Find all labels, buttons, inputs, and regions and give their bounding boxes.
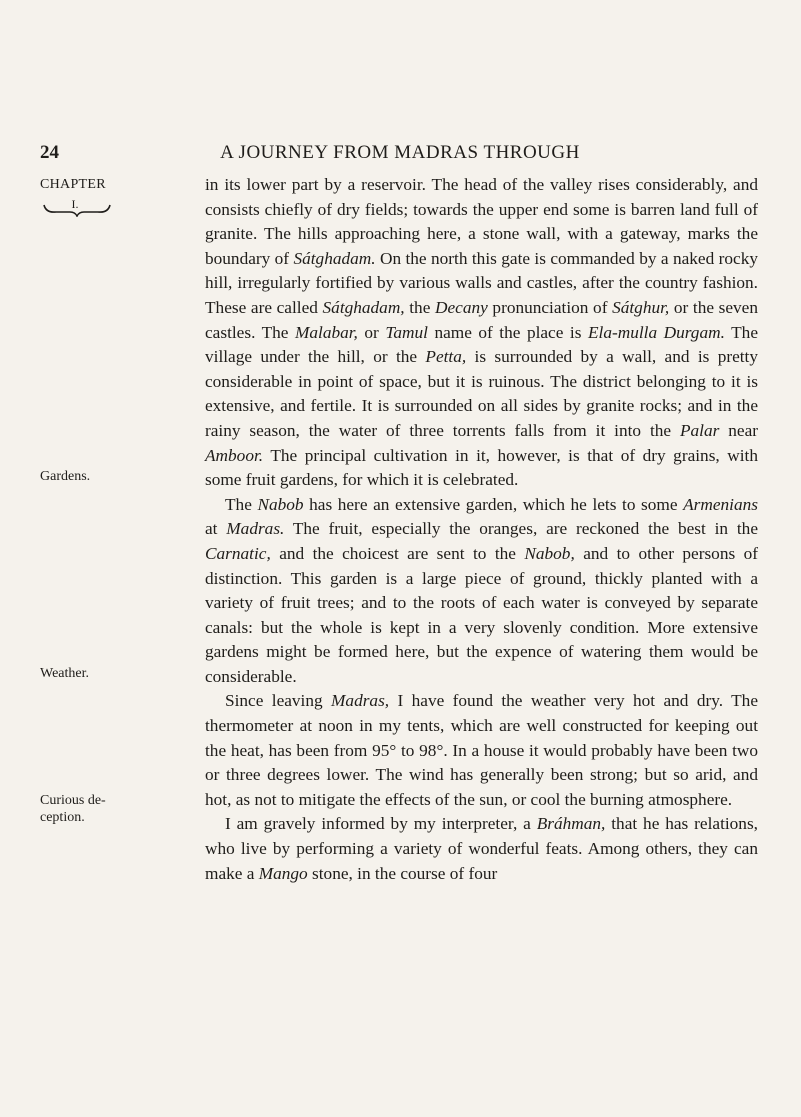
paragraph-curious-deception <box>205 812 758 886</box>
text-run: On the north this gate is commanded by a naked rocky hill, irregularly fortified by various walls and castles, after the country fashion. These are called <box>205 248 758 317</box>
chapter-number: I. <box>71 197 79 211</box>
text-run: in its lower part by a reservoir. The head of the valley rises considerably, and consists chiefly of dry fields; towards the upper end some is barren land full of granite. The hills approaching here, a stone wall, with a gateway, marks the boundary of <box>205 175 758 268</box>
text-run: the <box>404 297 436 317</box>
margin-note-line: ception. <box>40 810 85 825</box>
main-text <box>205 173 758 886</box>
text-run: has here an extensive garden, which he lets to some <box>303 494 684 514</box>
italic-run: Bráhman, <box>536 814 606 834</box>
italic-run: Mango <box>258 863 308 883</box>
brace-ornament-icon <box>42 203 112 217</box>
paragraph-weather <box>205 689 758 812</box>
text-run: The fruit, especially the oranges, are reckoned the best in the <box>284 519 758 539</box>
text-run: or the seven castles. The <box>205 297 758 342</box>
italic-run: Ela-mulla Durgam. <box>587 322 725 342</box>
italic-run: Sátghadam. <box>293 248 376 268</box>
text-run: The village under the hill, or the <box>205 322 758 367</box>
italic-run: Carnatic, <box>205 543 271 563</box>
italic-run: Palar <box>679 420 720 440</box>
italic-run: Amboor. <box>205 445 264 465</box>
italic-run: Malabar, <box>294 322 358 342</box>
italic-run: Armenians <box>683 494 758 514</box>
italic-run: Petta, <box>425 347 467 367</box>
margin-note-line: Curious de- <box>40 793 106 808</box>
italic-run: Decany <box>435 297 488 317</box>
italic-run: Nabob <box>257 494 304 514</box>
margin-note-curious-deception <box>40 792 190 826</box>
text-run: and the choicest are sent to the <box>270 543 525 563</box>
page-number: 24 <box>40 142 59 163</box>
page-header <box>40 142 760 166</box>
text-run: name of the place is <box>427 322 588 342</box>
text-run: and to other persons of distinction. This garden is a large piece of ground, thickly planted with a variety of fruit trees; and to the roots of each water is conveyed by separate canals: but the whole is kept in a very slovenly condition. More extensive gardens might be formed here, but the expence of watering them would be considerable. <box>205 543 758 686</box>
text-run: or <box>357 322 386 342</box>
italic-run: Tamul <box>385 322 428 342</box>
text-run: Since leaving <box>225 691 332 711</box>
italic-run: Madras, <box>331 691 390 711</box>
italic-run: Madras. <box>226 519 285 539</box>
margin-note-gardens: Gardens. <box>40 469 91 484</box>
italic-run: Nabob, <box>524 543 575 563</box>
paragraph-reservoir <box>205 173 758 493</box>
text-run: I am gravely informed by my interpreter, a <box>225 814 537 834</box>
text-run: that he has relations, who live by performing a variety of wonderful feats. Among others, they can make a <box>205 814 758 883</box>
text-run: near <box>719 420 758 440</box>
text-run: I have found the weather very hot and dry. The thermometer at noon in my tents, which are well constructed for keeping out the heat, has been from 95° to 98°. In a house it would probably have been two or three degrees lower. The wind has generally been strong; but so arid, and hot, as not to mitigate the effects of the sun, or cool the burning atmosphere. <box>205 691 758 809</box>
text-run: The <box>225 494 258 514</box>
text-run: at <box>205 519 227 539</box>
text-run: pronunciation of <box>487 297 613 317</box>
text-run: stone, in the course of four <box>307 863 498 883</box>
margin-note-weather: Weather. <box>40 666 90 681</box>
italic-run: Sátghadam, <box>322 297 405 317</box>
text-run: The principal cultivation in it, however, is that of dry grains, with some fruit gardens, for which it is celebrated. <box>205 445 758 490</box>
italic-run: Sátghur, <box>612 297 670 317</box>
text-run: is surrounded by a wall, and is pretty considerable in point of space, but it is ruinous. The district belonging to it is extensive, and fertile. It is surrounded on all sides by granite rocks; and in the rainy season, the water of three torrents falls from it into the <box>205 347 759 440</box>
running-title: A JOURNEY FROM MADRAS THROUGH <box>220 142 580 163</box>
chapter-label: CHAPTER <box>40 177 106 192</box>
paragraph-gardens <box>205 493 758 690</box>
